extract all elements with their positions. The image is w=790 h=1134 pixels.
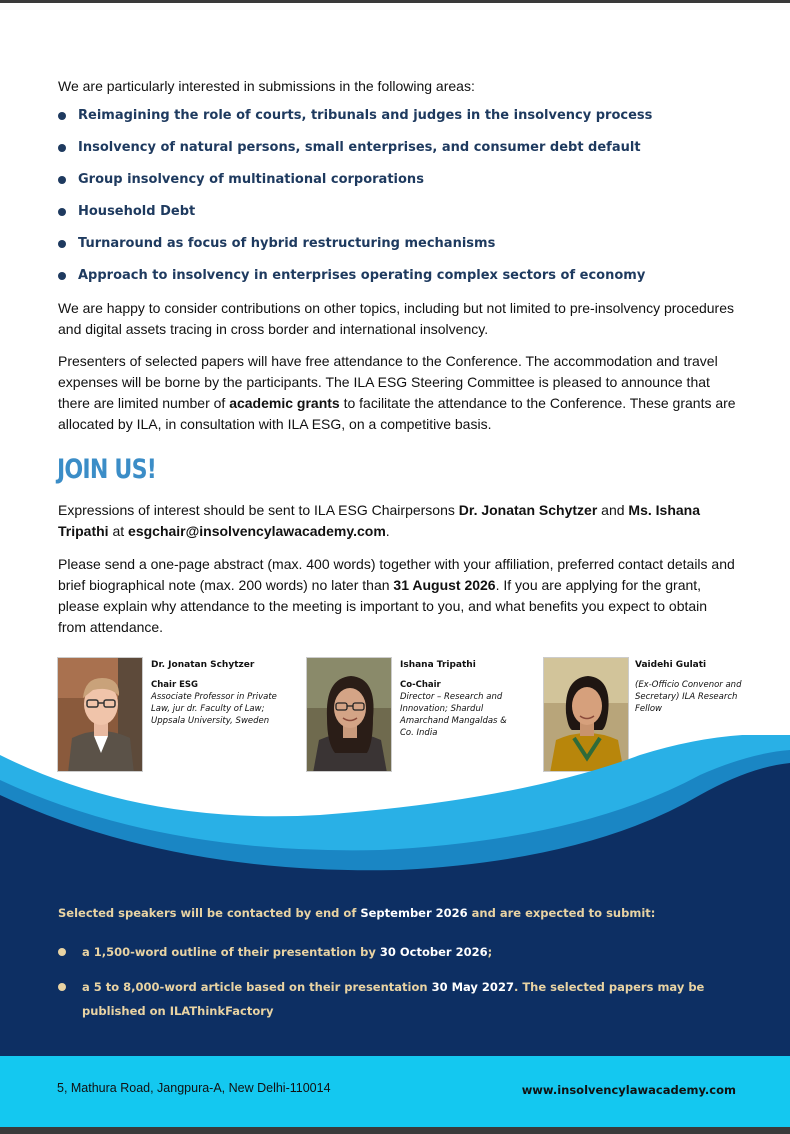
person-name: Vaidehi Gulati (635, 660, 707, 670)
bullet-icon (58, 983, 66, 991)
footer-address: 5, Mathura Road, Jangpura-A, New Delhi-110014 (57, 1081, 331, 1095)
person-description: Associate Professor in Private Law, jur dr. Faculty of Law; Uppsala University, Sweden (151, 692, 277, 726)
deliverables-list (58, 940, 748, 1034)
bullet-icon (58, 144, 66, 152)
list-item: Household Debt (58, 202, 748, 234)
list-item: Reimagining the role of courts, tribunals and judges in the insolvency process (58, 106, 748, 138)
bullet-icon (58, 176, 66, 184)
grants-paragraph: Presenters of selected papers will have free attendance to the Conference. The accommodation and travel expenses will be borne by the participants. The ILA ESG Steering Committee is pleased to announce that there are limited number of academic grants to facilitate the attendance to the Conference. These grants are allocated by ILA, in consultation with ILA ESG, on a competitive basis. (58, 353, 736, 432)
top-border (0, 0, 790, 3)
person-description: Director – Research and Innovation; Shardul Amarchand Mangaldas & Co. India (400, 692, 507, 738)
bullet-icon (58, 112, 66, 120)
footer-band (0, 1056, 790, 1127)
person-name: Ishana Tripathi (400, 660, 476, 670)
person-role: Chair ESG (151, 680, 198, 690)
list-item: a 1,500-word outline of their presentation by 30 October 2026; (58, 940, 748, 964)
person-role: Co-Chair (400, 680, 441, 690)
footer-website-link[interactable]: www.insolvencylawacademy.com (521, 1083, 736, 1097)
list-item: Turnaround as focus of hybrid restructuring mechanisms (58, 234, 748, 266)
person-name: Dr. Jonatan Schytzer (151, 660, 255, 670)
contact-paragraph: Expressions of interest should be sent to ILA ESG Chairpersons Dr. Jonatan Schytzer and Ms. Ishana Tripathi at esgchair@insolvencylawacademy.com. (58, 502, 701, 539)
list-item: a 5 to 8,000-word article based on their presentation 30 May 2027. The selected papers may be published on ILAThinkFactory (58, 975, 748, 1023)
join-us-heading: JOIN US! (57, 454, 157, 485)
bullet-icon (58, 948, 66, 956)
bullet-icon (58, 272, 66, 280)
bullet-icon (58, 240, 66, 248)
bullet-icon (58, 208, 66, 216)
abstract-paragraph: Please send a one-page abstract (max. 400 words) together with your affiliation, preferred contact details and brief biographical note (max. 200 words) no later than 31 August 2026. If you are applying for the grant, please explain why attendance to the meeting is important to you, and what benefits you expect to obtain from attendance. (58, 556, 735, 635)
intro-text: We are particularly interested in submissions in the following areas: (58, 78, 475, 94)
topics-paragraph: We are happy to consider contributions on other topics, including but not limited to pre-insolvency procedures and digital assets tracing in cross border and international insolvency. (58, 300, 735, 337)
email-link[interactable]: esgchair@insolvencylawacademy.com (128, 523, 386, 539)
list-item: Insolvency of natural persons, small enterprises, and consumer debt default (58, 138, 748, 170)
selected-speakers-heading: Selected speakers will be contacted by end of September 2026 and are expected to submit: (58, 906, 656, 920)
bottom-border (0, 1127, 790, 1134)
areas-list (58, 106, 748, 298)
person-description: (Ex-Officio Convenor and Secretary) ILA Research Fellow (635, 680, 742, 714)
list-item: Group insolvency of multinational corporations (58, 170, 748, 202)
list-item: Approach to insolvency in enterprises operating complex sectors of economy (58, 266, 748, 298)
